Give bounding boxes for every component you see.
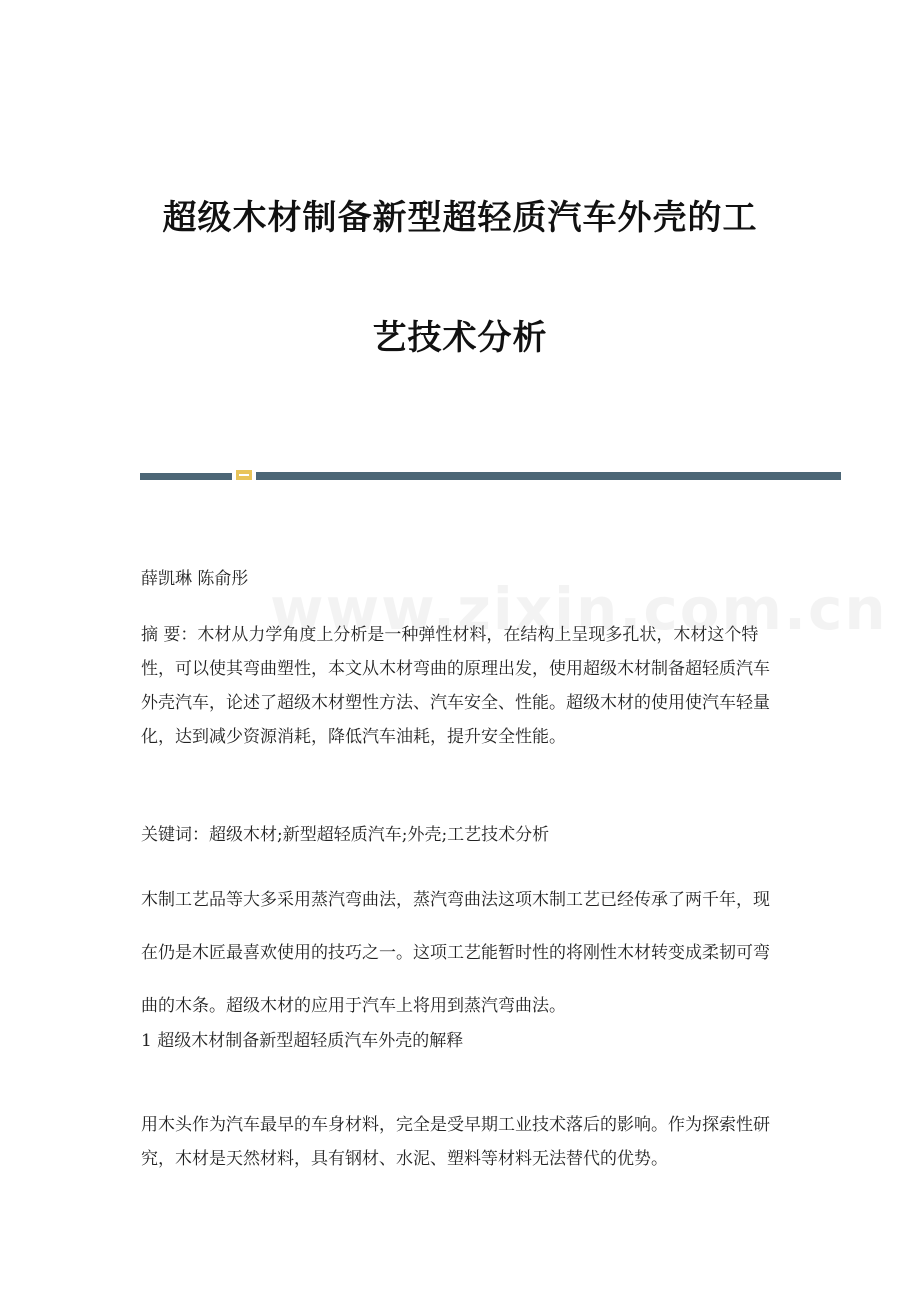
divider-bar-left: [140, 473, 232, 480]
body-paragraph-1: 木制工艺品等大多采用蒸汽弯曲法，蒸汽弯曲法这项木制工艺已经传承了两千年，现在仍是木匠最喜欢使用的技巧之一。这项工艺能暂时性的将刚性木材转变成柔韧可弯曲的木条。超级木材的应用于汽车上将用到蒸汽弯曲法。: [141, 890, 770, 1016]
divider-bar-right: [256, 472, 841, 480]
document-title-line-2: 艺技术分析: [372, 318, 548, 358]
abstract-text: 木材从力学角度上分析是一种弹性材料，在结构上呈现多孔状，木材这个特性，可以使其弯曲塑性，本文从木材弯曲的原理出发，使用超级木材制备超轻质汽车外壳汽车，论述了超级木材塑性方法、汽车安全、性能。超级木材的使用使汽车轻量化，达到减少资源消耗，降低汽车油耗，提升安全性能。: [141, 625, 770, 747]
abstract: [141, 618, 781, 754]
authors: 薛凯琳 陈俞彤: [141, 569, 249, 589]
keywords-label: 关键词：: [141, 825, 209, 845]
body-paragraph-2: 用木头作为汽车最早的车身材料，完全是受早期工业技术落后的影响。作为探索性研究，木材是天然材料，具有钢材、水泥、塑料等材料无法替代的优势。: [141, 1115, 770, 1169]
section-heading: 1 超级木材制备新型超轻质汽车外壳的解释: [141, 1031, 464, 1051]
title-divider: [140, 470, 841, 480]
abstract-label: 摘 要：: [141, 625, 198, 645]
document-title-line-1: 超级木材制备新型超轻质汽车外壳的工: [162, 198, 758, 238]
keywords: [141, 818, 781, 852]
keywords-text: 超级木材;新型超轻质汽车;外壳;工艺技术分析: [209, 825, 550, 845]
divider-ornament-icon: [236, 470, 252, 480]
